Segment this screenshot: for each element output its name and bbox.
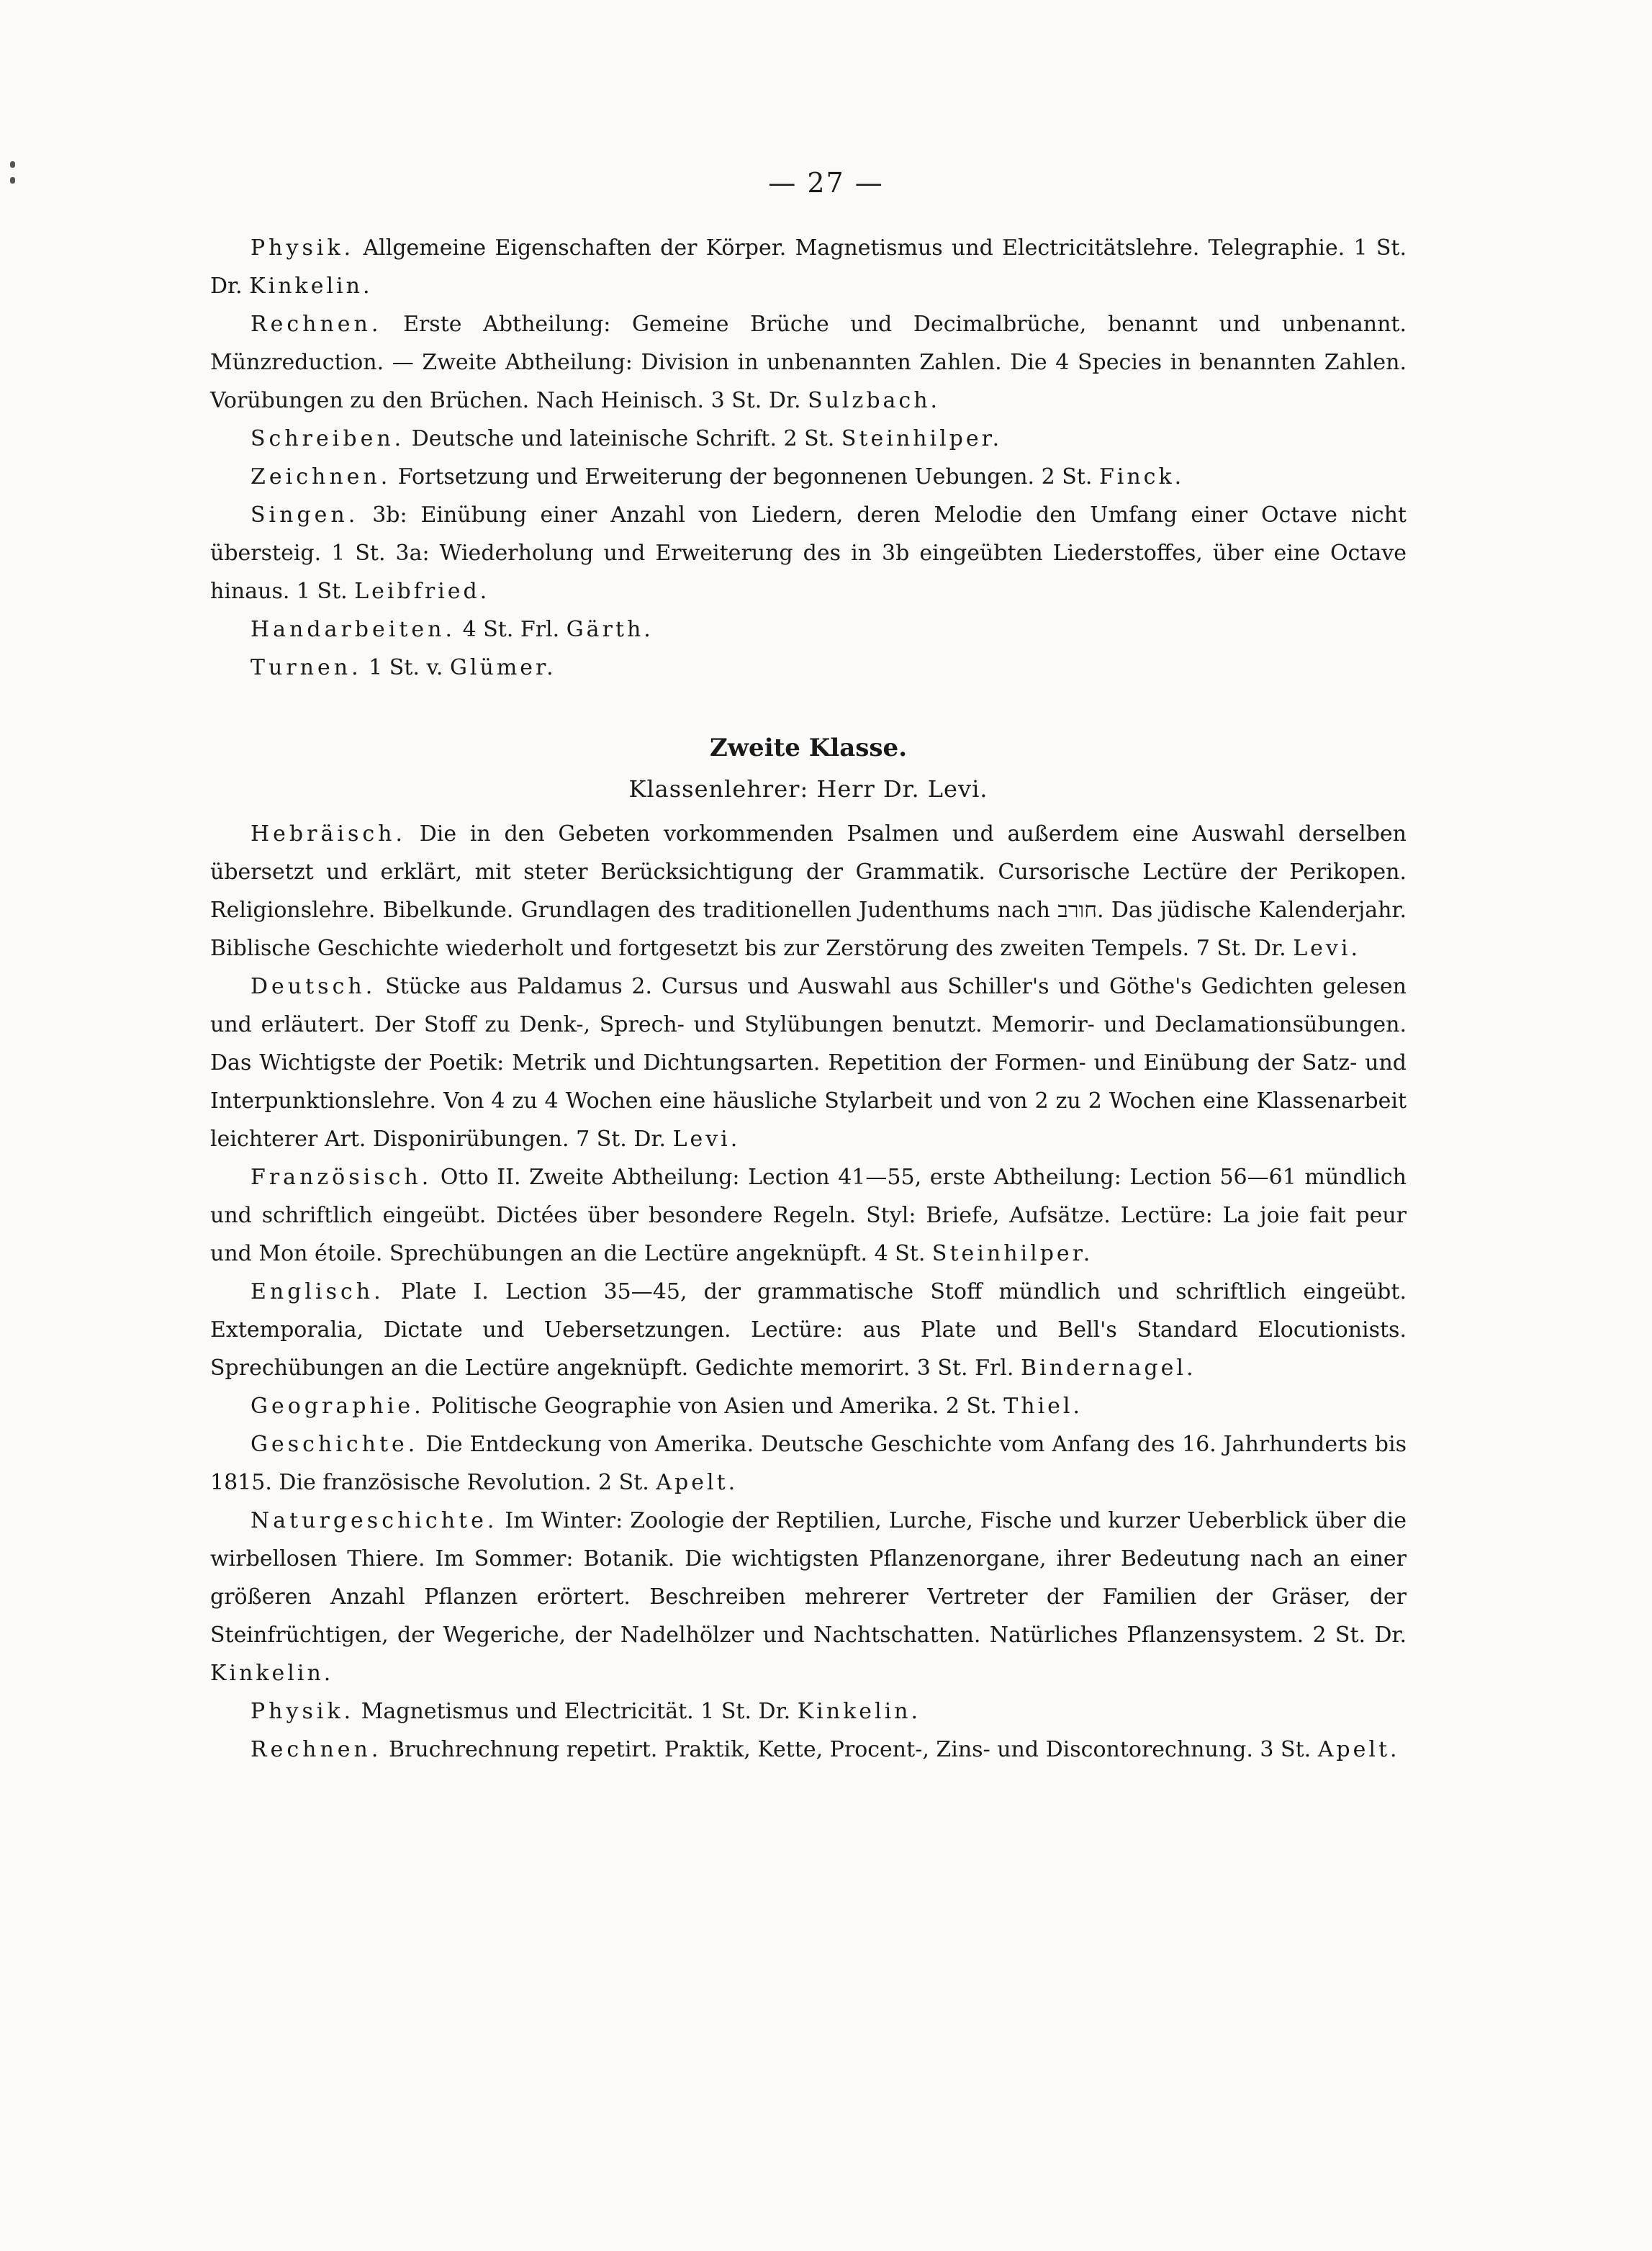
- section-heading: Zweite Klasse.: [709, 734, 908, 762]
- subject-label: Rechnen.: [250, 1737, 382, 1762]
- paragraph-text: Allgemeine Eigenschaften der Körper. Magnetismus und Electricitätslehre. Telegraphie. 1 St. Dr.: [210, 235, 1407, 299]
- paragraph-text: Im Winter: Zoologie der Reptilien, Lurche, Fische und kurzer Ueberblick über die wirbellosen Thiere. Im Sommer: Botanik. Die wichtigsten Pflanzenorgane, ihrer Bedeutung nach an einer größeren Anzahl Pflanzen erörtert. Beschreiben mehrerer Vertreter der Familien der Gräser, der Steinfrüchtigen, der Wegeriche, der Nadelhölzer und Nachtschatten. Natürliches Pflanzensystem. 2 St. Dr.: [210, 1508, 1407, 1648]
- subject-label: Turnen.: [250, 655, 362, 680]
- paragraph-text: Fortsetzung und Erweiterung der begonnenen Uebungen. 2 St.: [397, 464, 1093, 490]
- page-body: [210, 229, 1407, 1769]
- paragraph-text: 1 St. v.: [369, 655, 443, 680]
- paragraph-zeichnen: [210, 458, 1407, 496]
- paragraph-text: Erste Abtheilung: Gemeine Brüche und Decimalbrüche, benannt und unbenannt. Münzreduction. — Zweite Abtheilung: Division in unbenannten Zahlen. Die 4 Species in benannten Zahlen. Vorübungen zu den Brüchen. Nach Heinisch. 3 St. Dr.: [210, 312, 1407, 413]
- paragraph-text: Bruchrechnung repetirt. Praktik, Kette, Procent-, Zins- und Discontorechnung. 3 St.: [388, 1737, 1312, 1762]
- teacher-name: Leibfried.: [354, 579, 490, 604]
- teacher-name: Bindernagel.: [1020, 1355, 1196, 1381]
- paragraph-text: Politische Geographie von Asien und Amerika. 2 St.: [431, 1394, 997, 1419]
- paragraph-schreiben: [210, 420, 1407, 458]
- paragraph-deutsch: [210, 967, 1407, 1158]
- subject-label: Handarbeiten.: [250, 617, 456, 642]
- teacher-name: Sulzbach.: [808, 388, 941, 413]
- teacher-name: Apelt.: [656, 1470, 739, 1495]
- subject-label: Schreiben.: [250, 426, 405, 451]
- paragraph-franzoesisch: [210, 1158, 1407, 1273]
- teacher-name: Levi.: [672, 1127, 741, 1152]
- paragraph-text: Otto II. Zweite Abtheilung: Lection 41—55, erste Abtheilung: Lection 56—61 mündlich und schriftlich eingeübt. Dictées über besondere Regeln. Styl: Briefe, Aufsätze. Lectüre: La joie fait peur und Mon étoile. Sprechübungen an die Lectüre angeknüpft. 4 St.: [210, 1165, 1407, 1266]
- paragraph-text: 4 St. Frl.: [462, 617, 560, 642]
- teacher-name: Finck.: [1098, 464, 1185, 490]
- teacher-name: Kinkelin.: [797, 1699, 921, 1724]
- teacher-name: Gärth.: [566, 617, 654, 642]
- teacher-name: Kinkelin.: [210, 1661, 334, 1686]
- paragraph-singen: [210, 496, 1407, 610]
- teacher-name: Steinhilper.: [931, 1241, 1093, 1266]
- teacher-name: Levi.: [1293, 936, 1360, 961]
- paragraph-geographie: [210, 1387, 1407, 1425]
- paragraph-hebraeisch: [210, 815, 1407, 967]
- paragraph-physik: [210, 229, 1407, 305]
- paragraph-geschichte: [210, 1425, 1407, 1502]
- teacher-name: Kinkelin.: [249, 274, 373, 299]
- paragraph-text: 3b: Einübung einer Anzahl von Liedern, deren Melodie den Umfang einer Octave nicht übersteig. 1 St. 3a: Wiederholung und Erweiterung des in 3b eingeübten Liederstoffes, über eine Octave hinaus. 1 St.: [210, 502, 1407, 604]
- subject-label: Zeichnen.: [250, 464, 392, 490]
- paragraph-rechnen-2: [210, 1731, 1407, 1769]
- paragraph-text: Die Entdeckung von Amerika. Deutsche Geschichte vom Anfang des 16. Jahrhunderts bis 1815. Die französische Revolution. 2 St.: [210, 1432, 1407, 1495]
- paragraph-text: Deutsche und lateinische Schrift. 2 St.: [411, 426, 835, 451]
- paragraph-handarbeiten: [210, 610, 1407, 649]
- teacher-name: Steinhilper.: [841, 426, 1003, 451]
- paragraph-text: Die in den Gebeten vorkommenden Psalmen und außerdem eine Auswahl derselben übersetzt und erklärt, mit steter Berücksichtigung der Grammatik. Cursorische Lectüre der Perikopen. Religionslehre. Bibelkunde. Grundlagen des traditionellen Judenthums nach חורב. Das jüdische Kalenderjahr. Biblische Geschichte wiederholt und fortgesetzt bis zur Zerstörung des zweiten Tempels. 7 St. Dr.: [210, 821, 1407, 961]
- paragraph-turnen: [210, 649, 1407, 687]
- subject-label: Englisch.: [250, 1279, 384, 1304]
- subject-label: Rechnen.: [250, 312, 382, 337]
- subject-label: Geographie.: [250, 1394, 425, 1419]
- paragraph-naturgeschichte: [210, 1502, 1407, 1692]
- subject-label: Geschichte.: [250, 1432, 419, 1457]
- subject-label: Naturgeschichte.: [250, 1508, 498, 1533]
- subject-label: Hebräisch.: [250, 821, 406, 847]
- subject-label: Französisch.: [250, 1165, 433, 1190]
- subject-label: Physik.: [250, 1699, 355, 1724]
- paragraph-physik-2: [210, 1692, 1407, 1731]
- paragraph-rechnen: [210, 305, 1407, 420]
- paragraph-text: Stücke aus Paldamus 2. Cursus und Auswahl aus Schiller's und Göthe's Gedichten gelesen und erläutert. Der Stoff zu Denk-, Sprech- und Stylübungen benutzt. Memorir- und Declamationsübungen. Das Wichtigste der Poetik: Metrik und Dichtungsarten. Repetition der Formen- und Einübung der Satz- und Interpunktionslehre. Von 4 zu 4 Wochen eine häusliche Stylarbeit und von 2 zu 2 Wochen eine Klassenarbeit leichterer Art. Disponirübungen. 7 St. Dr.: [210, 974, 1407, 1152]
- teacher-name: Glümer.: [449, 655, 556, 680]
- class-teacher-line: Klassenlehrer: Herr Dr. Levi.: [628, 775, 988, 803]
- paragraph-englisch: [210, 1273, 1407, 1387]
- teacher-name: Apelt.: [1317, 1737, 1400, 1762]
- subject-label: Singen.: [250, 502, 359, 528]
- subject-label: Physik.: [250, 235, 355, 261]
- subject-label: Deutsch.: [250, 974, 376, 999]
- page-number: — 27 —: [768, 167, 884, 199]
- paragraph-text: Plate I. Lection 35—45, der grammatische Stoff mündlich und schriftlich eingeübt. Extemporalia, Dictate und Uebersetzungen. Lectüre: aus Plate und Bell's Standard Elocutionists. Sprechübungen an die Lectüre angeknüpft. Gedichte memorirt. 3 St. Frl.: [210, 1279, 1407, 1381]
- paragraph-text: Magnetismus und Electricität. 1 St. Dr.: [361, 1699, 791, 1724]
- teacher-name: Thiel.: [1003, 1394, 1083, 1419]
